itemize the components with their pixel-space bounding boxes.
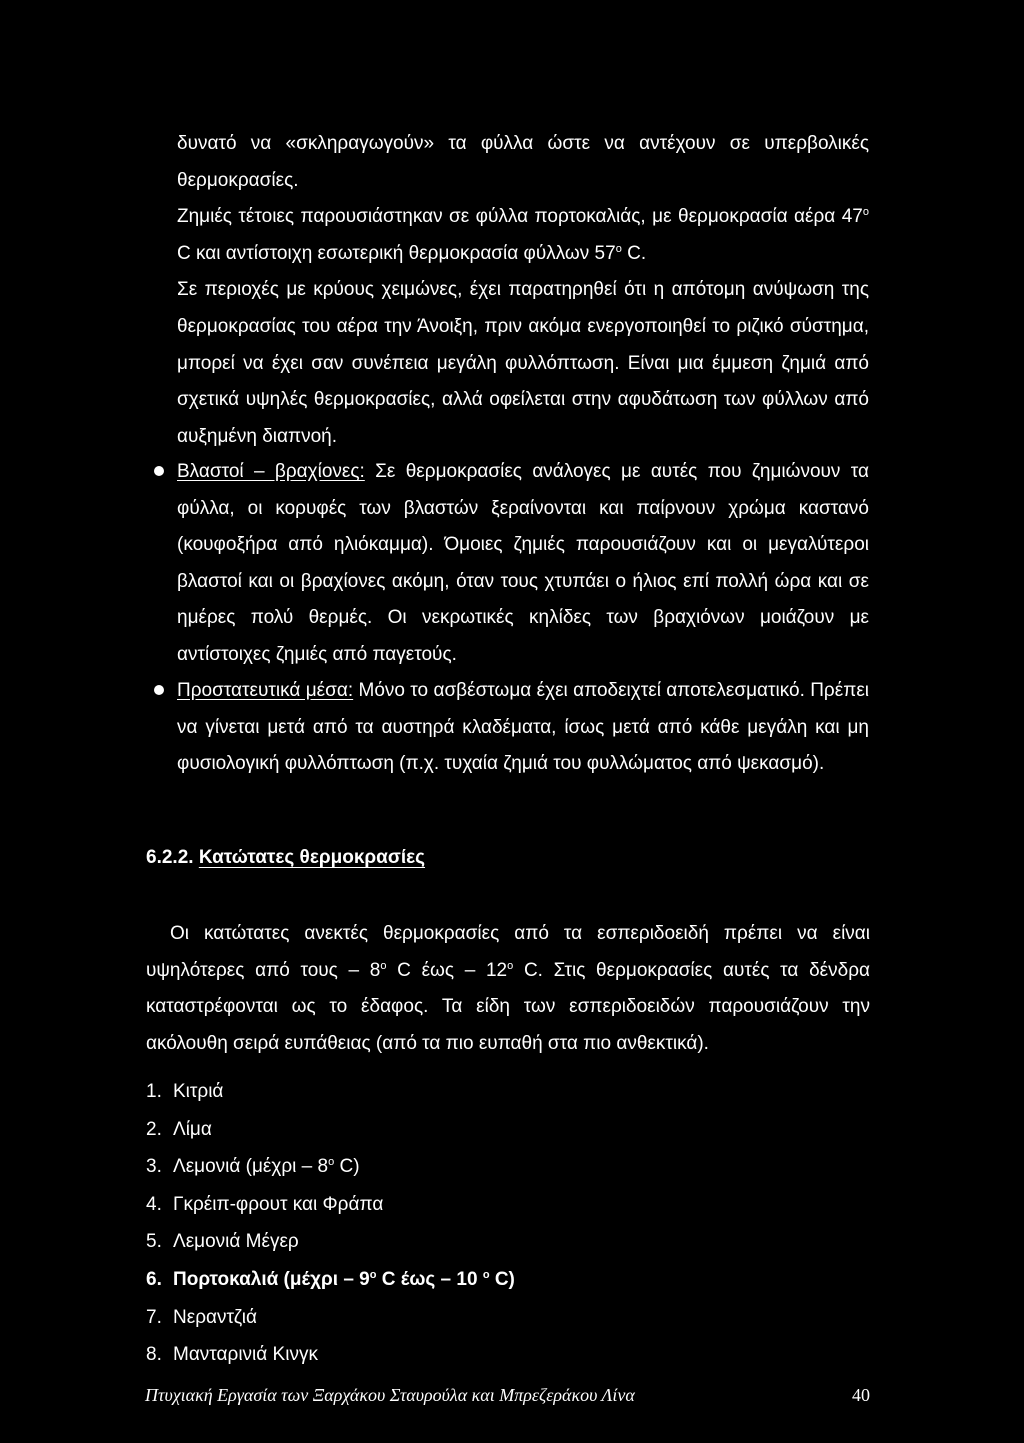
section-title: Κατώτατες θερμοκρασίες xyxy=(198,847,426,868)
bullet-text: Σε θερμοκρασίες ανάλογες με αυτές που ζημιώνουν τα φύλλα, οι κορυφές των βλαστών ξεραίνονται και παίρνουν χρώμα καστανό (κουφοξήρα από ηλιόκαμμα). Όμοιες ζημιές παρουσιάζουν και οι μεγαλύτεροι βλαστοί και οι βραχίονες ακόμη, όταν τους χτυπάει ο ήλιος επί πολλή ώρα και σε ημέρες πολύ θερμές. Οι νεκρωτικές κηλίδες των βραχιόνων μοιάζουν με αντίστοιχες ζημιές από παγετούς. xyxy=(177,461,869,665)
page-number: 40 xyxy=(852,1385,870,1405)
paragraph-heat-hardening: δυνατό να «σκληραγωγούν» τα φύλλα ώστε να αντέχουν σε υπερβολικές θερμοκρασίες. Ζημιές τέτοιες παρουσιάστηκαν σε φύλλα πορτοκαλιάς, με θερμοκρασία αέρα 47$^o$ C και αντίστοιχη εσωτερική θερμοκρασία φύλλων 57$^o$ C. Σε περιοχές με κρύους χειμώνες, έχει παρατηρηθεί ότι η απότομη ανύψωση της θερμοκρασίας του αέρα την Άνοιξη, πριν ακόμα ενεργοποιηθεί το ριζικό σύστημα, μπορεί να έχει σαν συνέπεια μεγάλη φυλλόπτωση. Είναι μια έμμεση ζημιά από σχετικά υψηλές θερμοκρασίες, αλλά οφείλεται στην αφυδάτωση των φύλλων από αυξημένη διαπνοή. xyxy=(177,133,869,447)
list-item: 5. Λεμονιά Μέγερ xyxy=(146,1231,299,1253)
bullet-label: Βλαστοί – βραχίονες: xyxy=(177,461,365,482)
section-heading xyxy=(146,847,425,869)
bullet-icon xyxy=(154,685,164,695)
bullet-protective-measures xyxy=(177,673,869,783)
footer-text: Πτυχιακή Εργασία των Ξαρχάκου Σταυρούλα και Μπρεζεράκου Λίνα xyxy=(145,1385,635,1405)
sensitivity-list xyxy=(146,1073,515,1374)
list-item: 1. Κιτριά xyxy=(146,1081,224,1102)
list-item: 4. Γκρέιπ-φρουτ και Φράπα xyxy=(146,1193,384,1215)
paragraph-text: δυνατό να «σκληραγωγούν» τα φύλλα ώστε να αντέχουν σε υπερβολικές θερμοκρασίες. xyxy=(177,133,869,191)
bullet-text: Μόνο το ασβέστωμα έχει αποδειχτεί αποτελεσματικό. Πρέπει να γίνεται μετά από τα αυστηρά κλαδέματα, ίσως μετά από κάθε μεγάλη και μη φυσιολογική φυλλόπτωση (π.χ. τυχαία ζημιά του φυλλώματος από ψεκασμό). xyxy=(177,680,870,775)
list-item: 3. Λεμονιά (μέχρι – 8$^o$ C) xyxy=(146,1156,360,1178)
bullet-icon xyxy=(154,466,164,476)
bullet-shoots-branches xyxy=(177,454,869,674)
paragraph-cold-winters: Σε περιοχές με κρύους χειμώνες, έχει παρατηρηθεί ότι η απότομη ανύψωση της θερμοκρασίας του αέρα την Άνοιξη, πριν ακόμα ενεργοποιηθεί το ριζικό σύστημα, μπορεί να έχει σαν συνέπεια μεγάλη φυλλόπτωση. Είναι μια έμμεση ζημιά από σχετικά υψηλές θερμοκρασίες, αλλά οφείλεται στην αφυδάτωση των φύλλων από αυξημένη διαπνοή. xyxy=(177,279,869,447)
page-footer xyxy=(145,1385,870,1406)
list-item: 2. Λίμα xyxy=(146,1118,212,1140)
list-item: 6. Πορτοκαλιά (μέχρι – 9$^o$ C έως – 10 $^o$ C) xyxy=(146,1268,515,1290)
paragraph-low-temperatures: Οι κατώτατες ανεκτές θερμοκρασίες από τα εσπεριδοειδή πρέπει να είναι υψηλότερες από τους – 8$^o$ C έως – 12$^o$ C. Στις θερμοκρασίες αυτές τα δένδρα καταστρέφονται ως το έδαφος. Τα είδη των εσπεριδοειδών παρουσιάζουν την ακόλουθη σειρά ευπάθειας (από τα πιο ευπαθή στα πιο ανθεκτικά). xyxy=(146,923,870,1054)
list-item: 8. Μανταρινιά Κινγκ xyxy=(146,1344,318,1366)
bullet-label: Προστατευτικά μέσα: xyxy=(177,680,354,701)
section-number: 6.2.2. xyxy=(146,847,194,868)
list-item: 7. Νεραντζιά xyxy=(146,1306,257,1328)
